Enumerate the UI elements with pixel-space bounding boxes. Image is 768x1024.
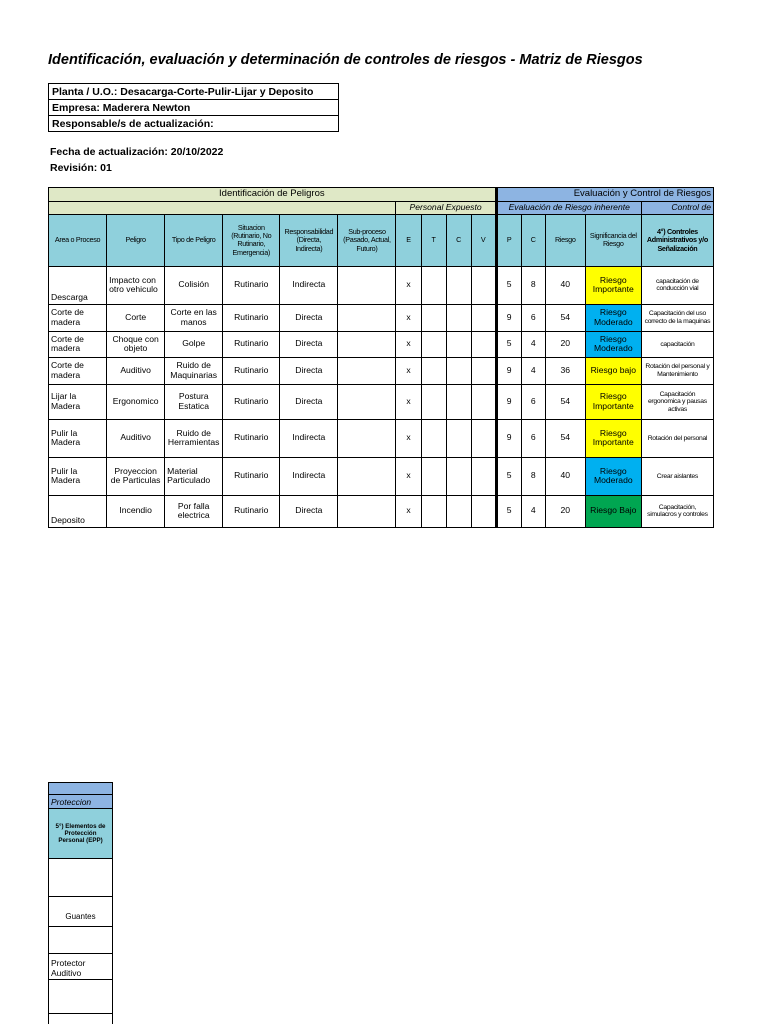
cell-area: Pulir la Madera	[49, 457, 107, 495]
header-spacer	[49, 202, 396, 215]
cell-tipo: Colisión	[165, 266, 223, 304]
cell-area: Corte de madera	[49, 331, 107, 357]
col-c: C	[446, 214, 471, 266]
cell-c	[446, 304, 471, 331]
cell-c	[446, 457, 471, 495]
cell-v	[471, 495, 496, 527]
cell-control: Rotación del personal y Mantenimiento	[641, 357, 713, 384]
cell-control: Capacitación del uso correcto de la maquinas	[641, 304, 713, 331]
cell-peligro: Auditivo	[107, 419, 165, 457]
cell-c	[446, 357, 471, 384]
cell-c	[446, 331, 471, 357]
cell-peligro: Proyeccion de Particulas	[107, 457, 165, 495]
revision: Revisión: 01	[50, 162, 112, 174]
cell-subproceso	[338, 419, 396, 457]
cell-c	[446, 266, 471, 304]
cell-control: capacitación de conducción vial	[641, 266, 713, 304]
cell-peligro: Ergonomico	[107, 384, 165, 419]
cell-p: 9	[496, 357, 521, 384]
header-control-de: Control de	[641, 202, 713, 215]
cell-situacion: Rutinario	[223, 384, 280, 419]
epp-column-header: 5°) Elementos de Protección Personal (EPP)	[49, 809, 113, 859]
cell-e: x	[396, 304, 421, 331]
epp-cell-protector: Protector Auditivo	[49, 954, 113, 980]
table-row	[49, 457, 714, 495]
table-row	[49, 266, 714, 304]
info-box	[48, 83, 339, 132]
cell-p: 5	[496, 457, 521, 495]
cell-significancia: Riesgo Importante	[585, 384, 641, 419]
cell-tipo: Por falla electrica	[165, 495, 223, 527]
cell-tipo: Ruido de Maquinarias	[165, 357, 223, 384]
cell-t	[421, 384, 446, 419]
cell-control: Capacitación, simulacros y controles	[641, 495, 713, 527]
epp-column	[48, 782, 113, 1024]
cell-e: x	[396, 457, 421, 495]
cell-p: 5	[496, 266, 521, 304]
epp-header-spacer	[49, 783, 113, 795]
cell-peligro: Choque con objeto	[107, 331, 165, 357]
cell-p: 5	[496, 331, 521, 357]
cell-responsabilidad: Directa	[280, 331, 338, 357]
col-tipo: Tipo de Peligro	[165, 214, 223, 266]
cell-tipo: Postura Estatica	[165, 384, 223, 419]
cell-responsabilidad: Directa	[280, 384, 338, 419]
cell-tipo: Corte en las manos	[165, 304, 223, 331]
cell-c2: 8	[521, 457, 545, 495]
table-row	[49, 495, 714, 527]
cell-subproceso	[338, 304, 396, 331]
epp-label-proteccion: Proteccion	[49, 795, 113, 809]
cell-significancia: Riesgo Moderado	[585, 304, 641, 331]
col-controles: 4°) Controles Administrativos y/o Señalización	[641, 214, 713, 266]
cell-significancia: Riesgo Moderado	[585, 331, 641, 357]
epp-cell	[49, 1014, 113, 1024]
cell-responsabilidad: Directa	[280, 304, 338, 331]
col-t: T	[421, 214, 446, 266]
cell-t	[421, 457, 446, 495]
col-peligro: Peligro	[107, 214, 165, 266]
cell-situacion: Rutinario	[223, 419, 280, 457]
cell-v	[471, 331, 496, 357]
cell-significancia: Riesgo bajo	[585, 357, 641, 384]
cell-t	[421, 357, 446, 384]
header-identificacion: Identificación de Peligros	[49, 188, 497, 202]
cell-t	[421, 331, 446, 357]
cell-tipo: Material Particulado	[165, 457, 223, 495]
cell-peligro: Impacto con otro vehiculo	[107, 266, 165, 304]
cell-c2: 6	[521, 384, 545, 419]
cell-area: Descarga	[49, 266, 107, 304]
cell-area: Pulir la Madera	[49, 419, 107, 457]
epp-cell	[49, 859, 113, 897]
col-subproceso: Sub-proceso (Pasado, Actual, Futuro)	[338, 214, 396, 266]
cell-situacion: Rutinario	[223, 457, 280, 495]
cell-tipo: Ruido de Herramientas	[165, 419, 223, 457]
cell-riesgo: 36	[545, 357, 585, 384]
cell-subproceso	[338, 331, 396, 357]
header-eval-inherente: Evaluación de Riesgo inherente	[496, 202, 641, 215]
cell-p: 9	[496, 304, 521, 331]
cell-control: Capacitación ergonomica y pausas activas	[641, 384, 713, 419]
cell-t	[421, 266, 446, 304]
responsable-field: Responsable/s de actualización:	[49, 116, 339, 132]
cell-responsabilidad: Indirecta	[280, 457, 338, 495]
cell-e: x	[396, 266, 421, 304]
cell-peligro: Auditivo	[107, 357, 165, 384]
cell-situacion: Rutinario	[223, 266, 280, 304]
cell-area: Deposito	[49, 495, 107, 527]
cell-peligro: Incendio	[107, 495, 165, 527]
col-area: Area o Proceso	[49, 214, 107, 266]
cell-significancia: Riesgo Importante	[585, 419, 641, 457]
cell-significancia: Riesgo Bajo	[585, 495, 641, 527]
cell-area: Lijar la Madera	[49, 384, 107, 419]
cell-e: x	[396, 357, 421, 384]
cell-c2: 4	[521, 331, 545, 357]
epp-cell	[49, 980, 113, 1014]
cell-e: x	[396, 384, 421, 419]
col-significancia: Significancia del Riesgo	[585, 214, 641, 266]
cell-control: Crear aislantes	[641, 457, 713, 495]
cell-p: 5	[496, 495, 521, 527]
cell-subproceso	[338, 495, 396, 527]
page-title: Identificación, evaluación y determinación de controles de riesgos - Matriz de Riesgos	[48, 52, 643, 68]
cell-responsabilidad: Directa	[280, 495, 338, 527]
table-row	[49, 304, 714, 331]
cell-e: x	[396, 495, 421, 527]
cell-significancia: Riesgo Importante	[585, 266, 641, 304]
cell-tipo: Golpe	[165, 331, 223, 357]
cell-t	[421, 495, 446, 527]
cell-responsabilidad: Indirecta	[280, 266, 338, 304]
cell-v	[471, 357, 496, 384]
table-row	[49, 357, 714, 384]
cell-c2: 6	[521, 419, 545, 457]
table-row	[49, 419, 714, 457]
cell-riesgo: 54	[545, 384, 585, 419]
cell-c2: 4	[521, 495, 545, 527]
cell-t	[421, 304, 446, 331]
table-row	[49, 331, 714, 357]
col-c2: C	[521, 214, 545, 266]
cell-riesgo: 40	[545, 457, 585, 495]
cell-situacion: Rutinario	[223, 304, 280, 331]
cell-v	[471, 457, 496, 495]
cell-subproceso	[338, 357, 396, 384]
cell-subproceso	[338, 384, 396, 419]
cell-subproceso	[338, 266, 396, 304]
cell-c	[446, 495, 471, 527]
cell-v	[471, 304, 496, 331]
epp-cell-guantes: Guantes	[49, 897, 113, 927]
cell-riesgo: 40	[545, 266, 585, 304]
col-situacion: Situacion (Rutinario, No Rutinario, Emergencia)	[223, 214, 280, 266]
cell-c	[446, 384, 471, 419]
cell-c2: 8	[521, 266, 545, 304]
risk-matrix-table	[48, 187, 714, 528]
cell-situacion: Rutinario	[223, 331, 280, 357]
col-e: E	[396, 214, 421, 266]
col-v: V	[471, 214, 496, 266]
planta-field: Planta / U.O.: Desacarga-Corte-Pulir-Lijar y Deposito	[49, 84, 339, 100]
cell-riesgo: 54	[545, 419, 585, 457]
table-row	[49, 384, 714, 419]
cell-v	[471, 384, 496, 419]
col-riesgo: Riesgo	[545, 214, 585, 266]
cell-control: Rotación del personal	[641, 419, 713, 457]
cell-p: 9	[496, 419, 521, 457]
epp-cell	[49, 927, 113, 954]
cell-responsabilidad: Indirecta	[280, 419, 338, 457]
cell-c	[446, 419, 471, 457]
cell-e: x	[396, 419, 421, 457]
empresa-field: Empresa: Maderera Newton	[49, 100, 339, 116]
cell-c2: 4	[521, 357, 545, 384]
fecha-actualizacion: Fecha de actualización: 20/10/2022	[50, 146, 224, 158]
cell-situacion: Rutinario	[223, 495, 280, 527]
col-responsabilidad: Responsabilidad (Directa, Indirecta)	[280, 214, 338, 266]
cell-v	[471, 266, 496, 304]
cell-area: Corte de madera	[49, 304, 107, 331]
cell-riesgo: 20	[545, 495, 585, 527]
cell-c2: 6	[521, 304, 545, 331]
cell-situacion: Rutinario	[223, 357, 280, 384]
cell-peligro: Corte	[107, 304, 165, 331]
cell-p: 9	[496, 384, 521, 419]
cell-t	[421, 419, 446, 457]
cell-riesgo: 54	[545, 304, 585, 331]
header-personal-expuesto: Personal Expuesto	[396, 202, 496, 215]
cell-e: x	[396, 331, 421, 357]
cell-riesgo: 20	[545, 331, 585, 357]
cell-v	[471, 419, 496, 457]
cell-area: Corte de madera	[49, 357, 107, 384]
cell-subproceso	[338, 457, 396, 495]
cell-significancia: Riesgo Moderado	[585, 457, 641, 495]
col-p: P	[496, 214, 521, 266]
cell-responsabilidad: Directa	[280, 357, 338, 384]
cell-control: capacitación	[641, 331, 713, 357]
header-evaluacion: Evaluación y Control de Riesgos	[496, 188, 713, 202]
